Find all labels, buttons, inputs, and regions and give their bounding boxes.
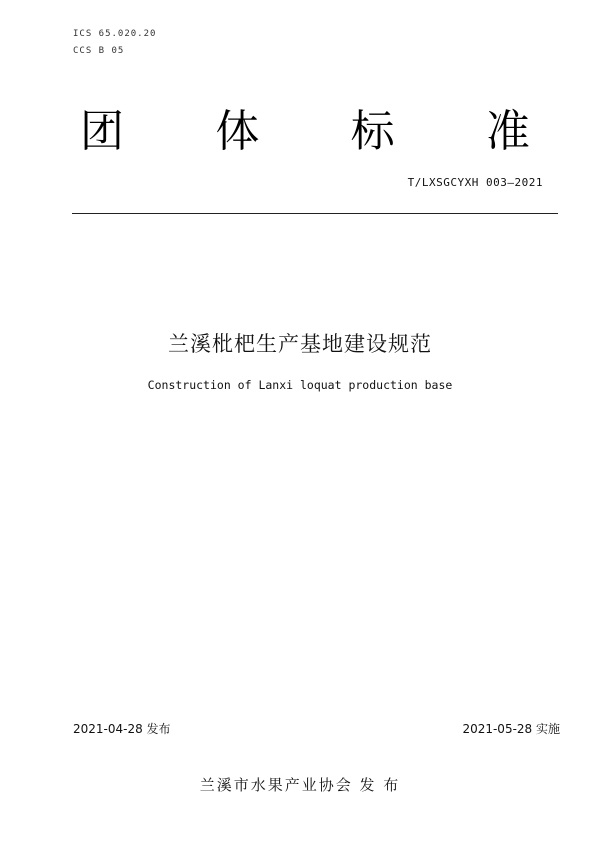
effective-date: 2021-05-28 实施 (462, 722, 560, 736)
document-type-char: 准 (485, 106, 530, 157)
ics-code: ICS 65.020.20 (73, 29, 157, 39)
issue-date: 2021-04-28 发布 (73, 722, 171, 736)
header-divider (72, 213, 558, 214)
ccs-code: CCS B 05 (73, 46, 125, 56)
publisher: 兰溪市水果产业协会 发 布 (199, 776, 401, 794)
english-title: Construction of Lanxi loquat production base (147, 378, 453, 392)
document-type-title (80, 106, 530, 158)
standard-number: T/LXSGCYXH 003—2021 (407, 176, 543, 189)
document-type-char: 标 (350, 106, 395, 157)
chinese-title: 兰溪枇杷生产基地建设规范 (168, 332, 432, 356)
document-type-char: 体 (215, 106, 260, 157)
document-type-char: 团 (80, 106, 124, 157)
